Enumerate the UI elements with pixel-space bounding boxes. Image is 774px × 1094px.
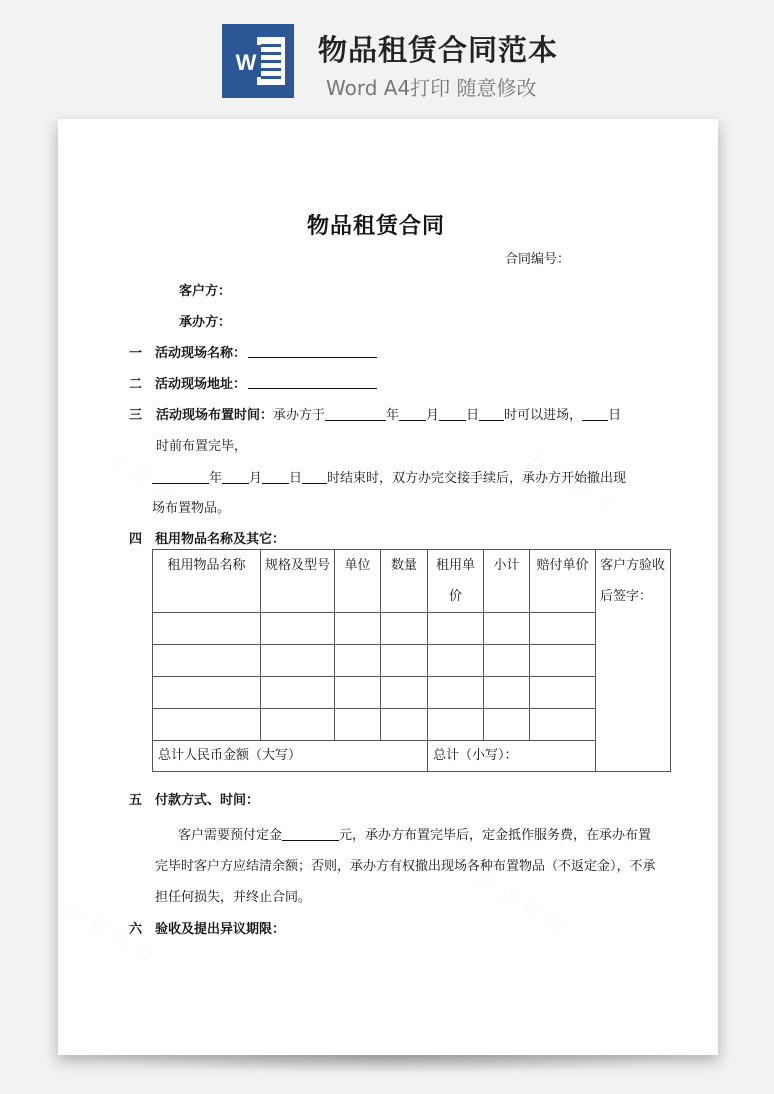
header-subtotal: 小计: [484, 550, 530, 613]
table-cell[interactable]: [261, 645, 335, 677]
client-label: 客户方：: [179, 284, 232, 299]
section-5-line-2: 完毕时客户方应结清余额；否则，承办方有权撤出现场各种布置物品（不返定金），不承: [155, 859, 656, 874]
table-cell[interactable]: [530, 645, 596, 677]
header-banner: [0, 0, 774, 118]
table-cell[interactable]: [261, 709, 335, 741]
month-label: 月: [426, 408, 440, 423]
header-item-name: 租用物品名称: [153, 550, 261, 613]
section-3-text: 时结束时，双方办完交接手续后，承办方开始撤出现: [327, 471, 627, 486]
table-cell[interactable]: [530, 709, 596, 741]
word-icon: [222, 24, 294, 98]
day-label: 日: [289, 471, 303, 486]
end-hour-field[interactable]: [302, 470, 327, 484]
table-cell[interactable]: [381, 613, 428, 645]
section-1-label: 活动现场名称：: [155, 346, 247, 361]
header-unit: 单位: [335, 550, 381, 613]
table-cell[interactable]: [530, 677, 596, 709]
section-3-number: 三: [129, 408, 143, 423]
table-row: [153, 645, 671, 677]
setup-year-field[interactable]: [325, 407, 386, 421]
section-3-text: 时可以进场，: [504, 408, 583, 423]
table-cell[interactable]: [381, 645, 428, 677]
section-3-text: 承办方于: [273, 408, 326, 423]
end-year-field[interactable]: [152, 470, 209, 484]
finish-day-field[interactable]: [582, 407, 608, 421]
rental-items-table: [152, 549, 671, 772]
section-2-label: 活动现场地址：: [155, 377, 247, 392]
table-cell[interactable]: [484, 645, 530, 677]
table-total-row: [153, 741, 671, 772]
section-5-label: 付款方式、时间：: [155, 793, 260, 808]
setup-month-field[interactable]: [399, 407, 426, 421]
section-3-line-3: [152, 467, 626, 486]
header-subtitle: Word A4打印 随意修改: [326, 76, 537, 100]
section-5-number: 五: [129, 793, 143, 808]
contractor-label: 承办方：: [179, 315, 232, 330]
table-cell[interactable]: [335, 613, 381, 645]
deposit-amount-field[interactable]: [282, 827, 339, 841]
table-cell[interactable]: [530, 613, 596, 645]
table-row: [153, 613, 671, 645]
table-cell[interactable]: [335, 709, 381, 741]
section-3-label: 活动现场布置时间：: [156, 408, 274, 423]
client-sign-cell[interactable]: 客户方验收 后签字：: [596, 550, 671, 772]
section-3-line-1: [156, 404, 621, 423]
table-cell[interactable]: [381, 709, 428, 741]
total-amount-lower[interactable]: 总计（小写）：: [428, 741, 596, 772]
table-row: [153, 677, 671, 709]
table-cell[interactable]: [428, 677, 484, 709]
section-3-line-4: 场布置物品。: [152, 501, 231, 516]
section-4-label: 租用物品名称及其它：: [155, 532, 286, 547]
total-amount-upper[interactable]: 总计人民币金额（大写）: [153, 741, 428, 772]
setup-hour-field[interactable]: [479, 407, 504, 421]
table-cell[interactable]: [484, 613, 530, 645]
section-6-label: 验收及提出异议期限：: [155, 922, 286, 937]
table-cell[interactable]: [153, 677, 261, 709]
section-5-text: 元，承办方布置完毕后，定金抵作服务费，在承办布置: [339, 828, 652, 843]
day-label: 日: [466, 408, 480, 423]
header-rent-price: 租用单 价: [428, 550, 484, 613]
table-cell[interactable]: [261, 677, 335, 709]
section-5-line-1: [178, 824, 651, 843]
table-cell[interactable]: [261, 613, 335, 645]
table-cell[interactable]: [335, 677, 381, 709]
table-cell[interactable]: [484, 677, 530, 709]
year-label: 年: [209, 471, 223, 486]
table-cell[interactable]: [335, 645, 381, 677]
section-2-number: 二: [129, 377, 143, 392]
table-cell[interactable]: [428, 613, 484, 645]
header-quantity: 数量: [381, 550, 428, 613]
table-header-row: [153, 550, 671, 613]
end-day-field[interactable]: [262, 470, 289, 484]
table-cell[interactable]: [381, 677, 428, 709]
year-label: 年: [386, 408, 400, 423]
site-name-field[interactable]: [248, 357, 377, 358]
section-5-text: 客户需要预付定金: [178, 828, 283, 843]
day-label: 日: [608, 408, 622, 423]
table-cell[interactable]: [153, 709, 261, 741]
section-4-number: 四: [129, 532, 143, 547]
page-shadow: [80, 1055, 696, 1075]
setup-day-field[interactable]: [439, 407, 466, 421]
section-6-number: 六: [129, 922, 143, 937]
header-title: 物品租赁合同范本: [318, 33, 559, 67]
section-3-line-2: 时前布置完毕，: [156, 439, 248, 454]
table-cell[interactable]: [153, 613, 261, 645]
table-cell[interactable]: [153, 645, 261, 677]
header-compensation-price: 赔付单价: [530, 550, 596, 613]
table-cell[interactable]: [484, 709, 530, 741]
table-cell[interactable]: [428, 709, 484, 741]
contract-number-label: 合同编号：: [505, 252, 571, 267]
table-row: [153, 709, 671, 741]
site-address-field[interactable]: [248, 388, 377, 389]
month-label: 月: [249, 471, 263, 486]
document-title: 物品租赁合同: [307, 214, 446, 239]
word-icon-letter: W: [235, 50, 257, 75]
section-5-line-3: 担任何损失，并终止合同。: [155, 890, 312, 905]
table-cell[interactable]: [428, 645, 484, 677]
section-1-number: 一: [129, 346, 143, 361]
header-spec: 规格及型号: [261, 550, 335, 613]
end-month-field[interactable]: [222, 470, 249, 484]
